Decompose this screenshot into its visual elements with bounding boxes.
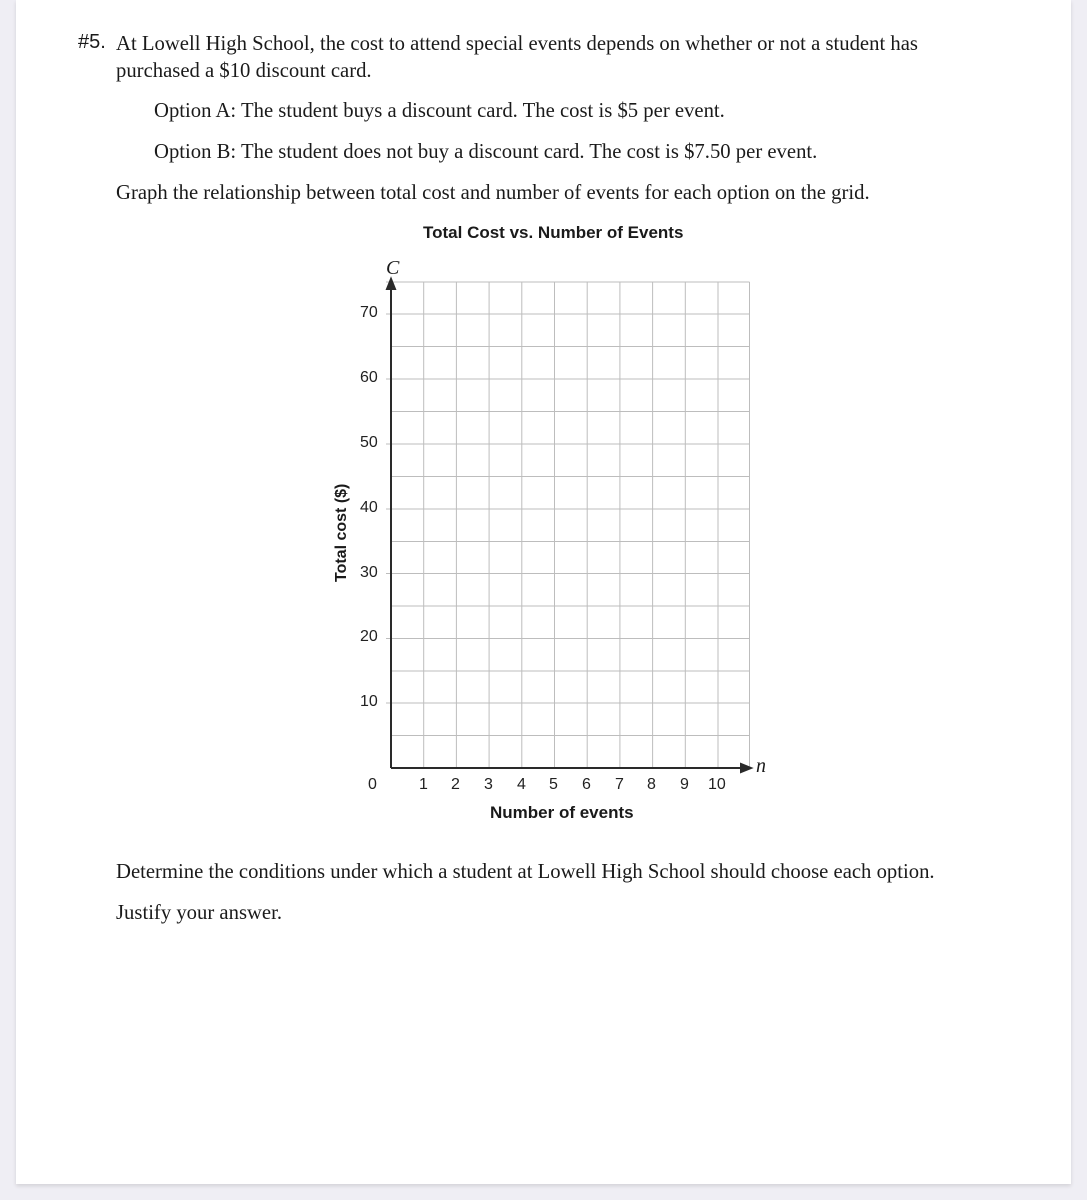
x-tick-6: 6 xyxy=(582,776,591,793)
prompt-line2: Justify your answer. xyxy=(116,900,283,924)
y-tick-10: 10 xyxy=(360,693,378,710)
x-tick-7: 7 xyxy=(615,776,624,793)
x-variable-label: n xyxy=(756,755,766,777)
x-tick-2: 2 xyxy=(451,776,460,793)
x-tick-0: 0 xyxy=(368,776,377,793)
y-variable-label: C xyxy=(386,257,400,279)
y-tick-20: 20 xyxy=(360,628,378,645)
y-tick-40: 40 xyxy=(360,499,378,516)
y-tick-30: 30 xyxy=(360,564,378,581)
x-tick-8: 8 xyxy=(647,776,656,793)
question-number: #5. xyxy=(78,31,106,53)
y-axis-arrow-icon xyxy=(387,279,395,289)
y-tick-50: 50 xyxy=(360,434,378,451)
option-a-text: Option A: The student buys a discount card. The cost is $5 per event. xyxy=(154,98,725,122)
chart-title: Total Cost vs. Number of Events xyxy=(423,223,684,242)
y-axis-title: Total cost ($) xyxy=(333,483,350,582)
x-tick-10: 10 xyxy=(708,776,726,793)
question-intro-line2: purchased a $10 discount card. xyxy=(116,58,372,82)
x-tick-1: 1 xyxy=(419,776,428,793)
option-b-text: Option B: The student does not buy a discount card. The cost is $7.50 per event. xyxy=(154,139,818,163)
x-tick-5: 5 xyxy=(549,776,558,793)
graph-instruction: Graph the relationship between total cost and number of events for each option on the grid. xyxy=(116,180,870,204)
x-axis-title: Number of events xyxy=(490,803,634,822)
y-tick-70: 70 xyxy=(360,304,378,321)
x-tick-3: 3 xyxy=(484,776,493,793)
y-tick-60: 60 xyxy=(360,369,378,386)
prompt-line1: Determine the conditions under which a student at Lowell High School should choose each option. xyxy=(116,859,935,883)
x-tick-4: 4 xyxy=(517,776,526,793)
x-tick-9: 9 xyxy=(680,776,689,793)
question-intro-line1: At Lowell High School, the cost to attend special events depends on whether or not a student has xyxy=(116,31,918,55)
